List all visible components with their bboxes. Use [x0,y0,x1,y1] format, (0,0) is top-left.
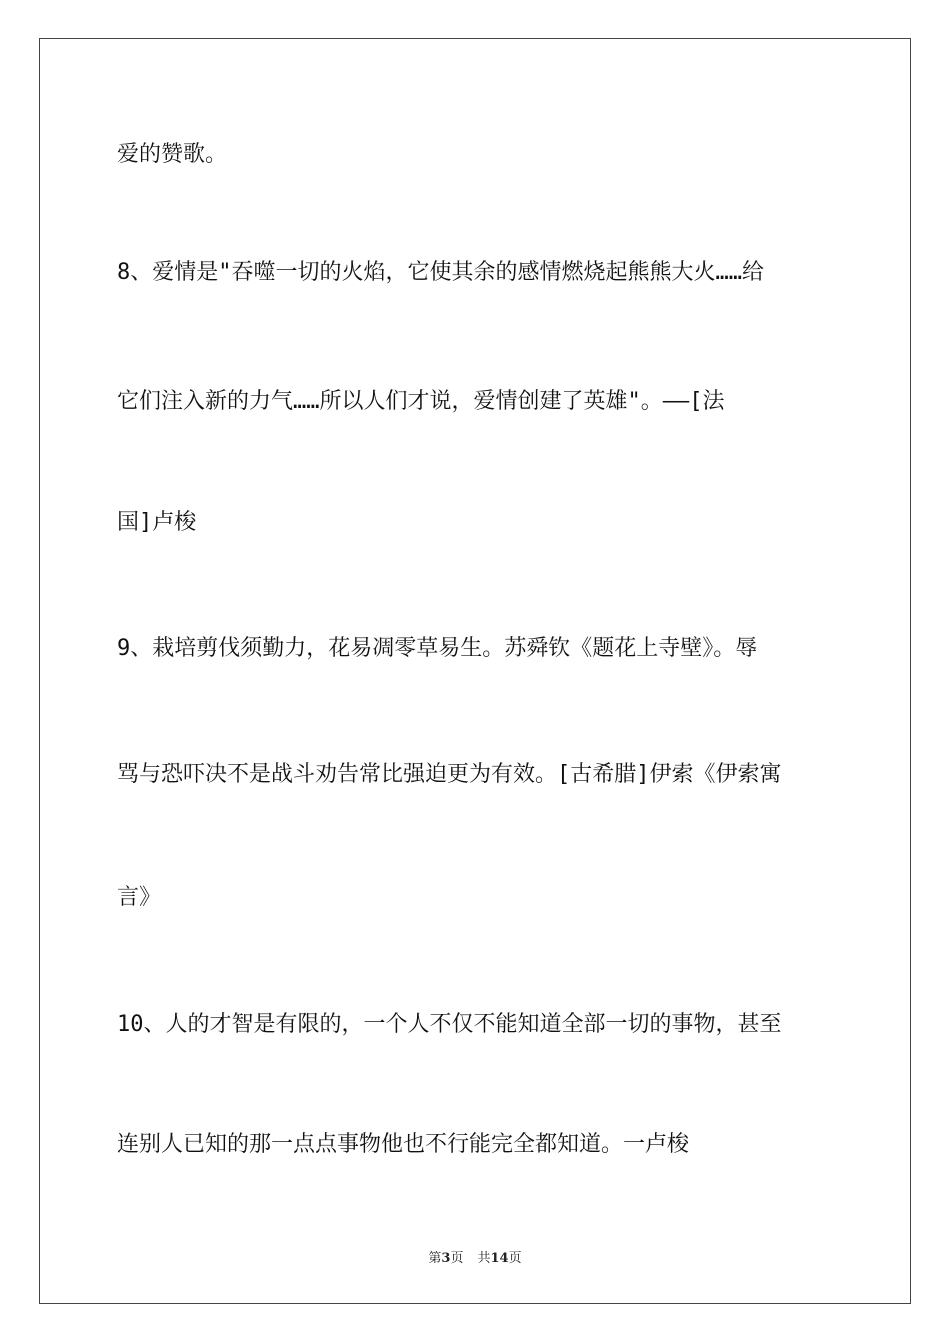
text-line: 骂与恐吓决不是战斗劝告常比强迫更为有效。[古希腊]伊索《伊索寓 [117,762,782,787]
page-current: 3 [441,1251,451,1266]
text-line: 爱的赞歌。 [117,142,228,167]
total-prefix: 共 [477,1251,491,1266]
page-suffix: 页 [450,1251,464,1266]
total-suffix: 页 [508,1251,522,1266]
text-line: 连别人已知的那一点点事物他也不行能完全都知道。一卢梭 [117,1132,690,1157]
text-line: 10、人的才智是有限的，一个人不仅不能知道全部一切的事物，甚至 [117,1012,782,1037]
page-footer [0,1247,950,1266]
text-line: 8、爱情是"吞噬一切的火焰，它使其余的感情燃烧起熊熊大火……给 [117,260,764,285]
text-line: 言》 [117,885,162,910]
page-border [39,38,911,1304]
text-line: 它们注入新的力气……所以人们才说，爱情创建了英雄"。——[法 [117,389,725,414]
page-total: 14 [490,1251,509,1266]
text-line: 9、栽培剪伐须勤力，花易凋零草易生。苏舜钦《题花上寺壁》。辱 [117,636,758,661]
text-line: 国]卢梭 [117,510,197,535]
page-prefix: 第 [428,1251,442,1266]
